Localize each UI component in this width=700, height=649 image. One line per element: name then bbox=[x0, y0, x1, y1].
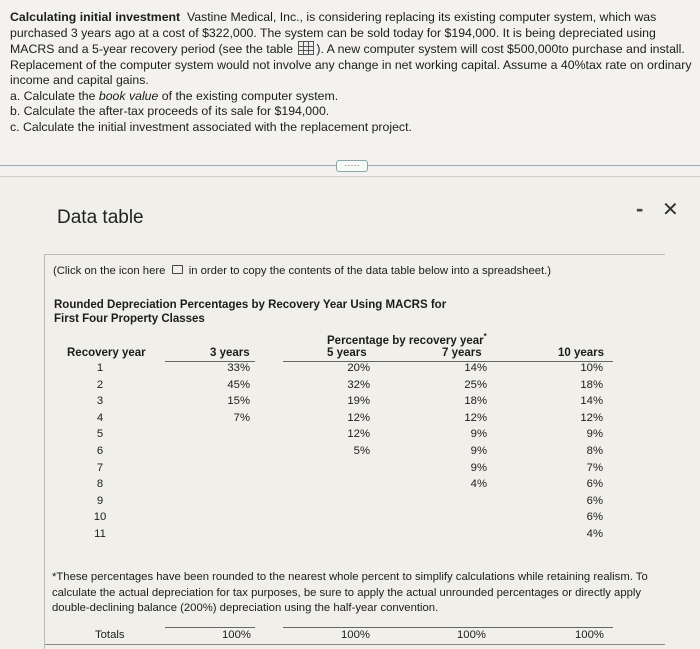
percentage-header-text: Percentage by recovery year bbox=[327, 334, 484, 347]
part-a-suffix: of the existing computer system. bbox=[158, 88, 339, 103]
cell-3-years: 15% bbox=[227, 395, 250, 408]
problem-intro: Vastine Medical, Inc., is considering replacing its existing computer system, which was purchased 3 years ago at a cost of $322,000. The system can be sold today for $194,000. It is being depreciated using MACRS and a 5-year recovery period (see the table bbox=[10, 10, 657, 56]
cell-10-years: 4% bbox=[586, 527, 603, 540]
modal-title: Data table bbox=[57, 207, 144, 228]
cell-3-years: 33% bbox=[227, 362, 250, 374]
cell-10-years: 6% bbox=[586, 478, 603, 491]
table-title bbox=[54, 298, 446, 326]
part-a-emphasis: book value bbox=[98, 88, 159, 103]
cell-recovery-year: 2 bbox=[96, 378, 104, 391]
totals-3-years: 100% bbox=[222, 629, 251, 641]
totals-label: Totals bbox=[95, 629, 125, 641]
problem-paragraph bbox=[10, 10, 695, 89]
cell-recovery-year: 7 bbox=[96, 461, 104, 474]
minimize-button[interactable]: - bbox=[636, 196, 644, 221]
col-3-years: 3 years bbox=[210, 347, 250, 359]
cell-5-years: 12% bbox=[347, 428, 370, 441]
table-row bbox=[45, 445, 665, 462]
col-7-years: 7 years bbox=[442, 347, 482, 359]
cell-recovery-year: 3 bbox=[96, 395, 104, 408]
table-row bbox=[45, 362, 665, 379]
cell-recovery-year: 10 bbox=[93, 511, 107, 524]
cell-10-years: 18% bbox=[580, 378, 603, 391]
cell-10-years: 7% bbox=[586, 461, 603, 474]
problem-title: Calculating initial investment bbox=[10, 10, 181, 24]
table-row bbox=[45, 395, 665, 412]
part-b: b. Calculate the after-tax proceeds of its sale for $194,000. bbox=[10, 104, 330, 118]
part-a bbox=[10, 89, 695, 105]
cell-10-years: 12% bbox=[580, 411, 603, 424]
cell-7-years: 12% bbox=[464, 411, 487, 424]
table-row bbox=[45, 511, 665, 528]
expand-more-button[interactable]: ····· bbox=[336, 160, 368, 172]
totals-5-years: 100% bbox=[341, 629, 370, 641]
cell-10-years: 6% bbox=[586, 494, 603, 507]
cell-5-years: 19% bbox=[347, 395, 370, 408]
copy-note-before: (Click on the icon here bbox=[53, 265, 166, 277]
copy-note bbox=[53, 265, 551, 277]
cell-10-years: 10% bbox=[580, 362, 603, 374]
totals-rule bbox=[165, 627, 255, 628]
part-a-prefix: a. Calculate the bbox=[10, 88, 99, 103]
cell-10-years: 6% bbox=[586, 511, 603, 524]
part-c: c. Calculate the initial investment associated with the replacement project. bbox=[10, 119, 412, 134]
col-5-years: 5 years bbox=[327, 347, 367, 359]
cell-7-years: 25% bbox=[464, 378, 487, 391]
table-row bbox=[45, 495, 665, 512]
problem-statement bbox=[10, 10, 695, 135]
cell-7-years: 4% bbox=[470, 478, 487, 491]
cell-recovery-year: 6 bbox=[96, 444, 104, 457]
cell-recovery-year: 11 bbox=[94, 527, 106, 540]
table-row bbox=[45, 478, 665, 495]
cell-3-years: 45% bbox=[227, 378, 250, 391]
totals-rule bbox=[283, 627, 613, 628]
cell-recovery-year: 4 bbox=[96, 411, 104, 424]
table-body bbox=[45, 362, 665, 545]
cell-recovery-year: 9 bbox=[96, 494, 104, 507]
totals-7-years: 100% bbox=[457, 629, 486, 641]
footnote-rule bbox=[45, 644, 665, 645]
table-header-row bbox=[45, 347, 665, 361]
cell-7-years: 9% bbox=[470, 461, 487, 474]
cell-5-years: 12% bbox=[347, 411, 370, 424]
table-row bbox=[45, 462, 665, 479]
cell-3-years: 7% bbox=[233, 411, 250, 424]
table-title-line2: First Four Property Classes bbox=[54, 313, 205, 325]
col-recovery-year: Recovery year bbox=[67, 347, 146, 359]
copy-note-after: in order to copy the contents of the data table below into a spreadsheet.) bbox=[188, 265, 552, 277]
cell-10-years: 9% bbox=[586, 428, 603, 441]
cell-5-years: 32% bbox=[347, 378, 370, 391]
table-row bbox=[45, 412, 665, 429]
cell-7-years: 14% bbox=[464, 362, 487, 374]
footnote-mark: * bbox=[483, 332, 487, 341]
cell-10-years: 14% bbox=[580, 395, 603, 408]
copy-icon[interactable] bbox=[172, 265, 183, 274]
cell-5-years: 20% bbox=[347, 362, 370, 374]
table-row bbox=[45, 528, 665, 545]
cell-7-years: 18% bbox=[464, 395, 487, 408]
cell-5-years: 5% bbox=[353, 444, 370, 457]
table-row bbox=[45, 428, 665, 445]
problem-intro-cont: ). A new computer system will cost $500,000to purchase and install. Replacement of the computer system would not involve any change in net working capital. Assume a 40%tax rate on ordinary income and capital gains. bbox=[10, 42, 692, 87]
cell-7-years: 9% bbox=[470, 428, 487, 441]
footnote: *These percentages have been rounded to the nearest whole percent to simplify calculations while retaining realism. To calculate the actual depreciation for tax purposes, be sure to apply the actual unrounded percentages or directly apply double-declining balance (200%) depreciation using the half-year convention. bbox=[52, 571, 648, 614]
percentage-header bbox=[327, 332, 487, 347]
close-button[interactable]: ✕ bbox=[662, 199, 679, 221]
totals-10-years: 100% bbox=[575, 629, 604, 641]
cell-recovery-year: 8 bbox=[96, 478, 104, 491]
cell-recovery-year: 1 bbox=[96, 362, 104, 374]
totals-row bbox=[45, 629, 665, 643]
col-10-years: 10 years bbox=[558, 347, 605, 359]
cell-7-years: 9% bbox=[470, 444, 487, 457]
cell-recovery-year: 5 bbox=[96, 428, 104, 441]
table-row bbox=[45, 379, 665, 396]
cell-10-years: 8% bbox=[586, 444, 603, 457]
table-icon[interactable] bbox=[298, 41, 314, 55]
table-title-line1: Rounded Depreciation Percentages by Recovery Year Using MACRS for bbox=[54, 299, 447, 311]
